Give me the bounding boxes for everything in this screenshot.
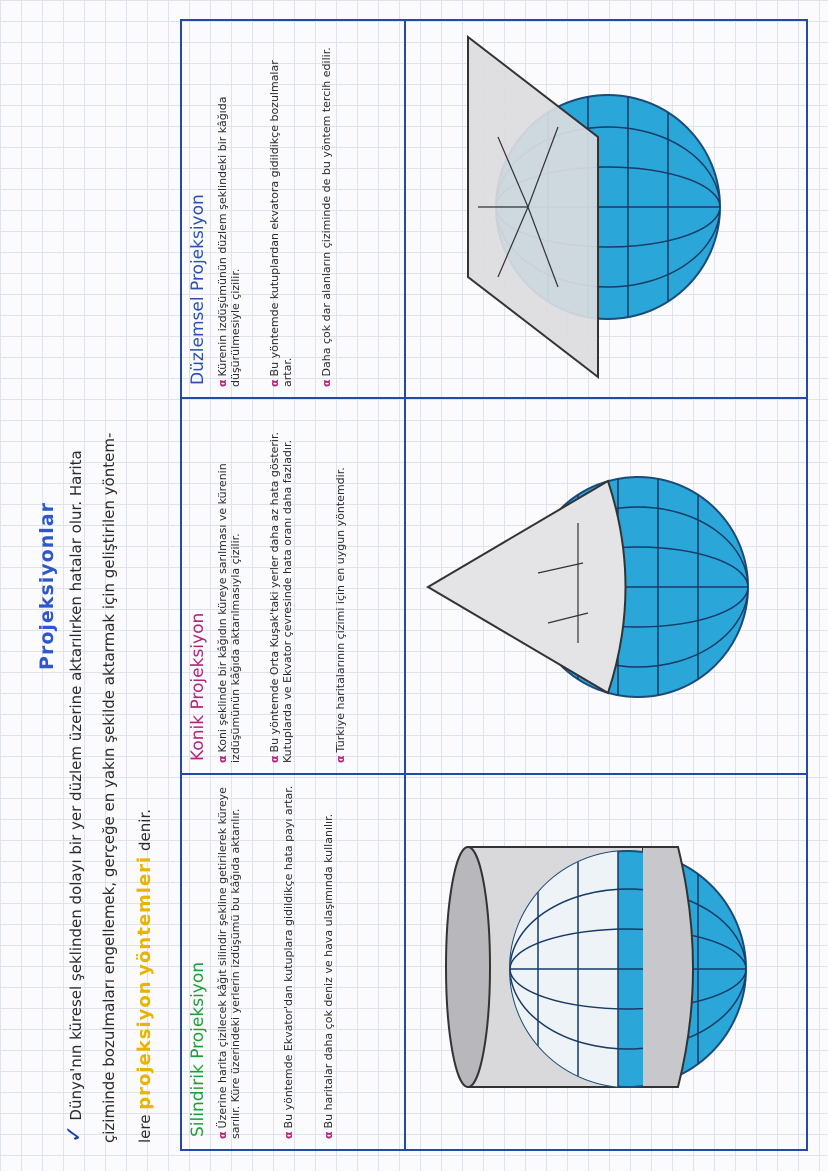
intro-line-1 [62, 450, 87, 1143]
bullet-symbol: α [216, 755, 229, 763]
bullet-text: Koni şeklinde bir kâğıdın küreye sarılması ve kürenin izdüşümünün kâğıda aktarılmasıyla çizilir. [216, 463, 242, 763]
globe-plane-icon [408, 25, 802, 397]
bullet [282, 783, 295, 1139]
bullet-text: Türkiye haritalarının çizimi için en uygun yöntemdir. [334, 467, 347, 753]
bullet [268, 31, 294, 387]
intro-text-1: Dünya'nın küresel şeklinden dolayı bir yer düzlem üzerine aktarılırken hatalar olur. Harita [67, 450, 85, 1121]
intro-line-3 [134, 809, 155, 1143]
bullet [216, 407, 242, 763]
conic-column [182, 401, 404, 773]
intro-suffix: denir. [136, 809, 154, 851]
intro-line-2: çiziminde bozulmaları engellemek, gerçeğe en yakın şekilde aktarmak için geliştirilen yöntem- [100, 432, 118, 1143]
bullet-symbol: α [322, 1131, 335, 1139]
bullet-symbol: α [216, 1131, 229, 1139]
bullet-symbol: α [268, 379, 281, 387]
bullet-symbol: α [334, 755, 347, 763]
highlight-projeksiyon: projeksiyon [134, 980, 155, 1110]
bullet-text: Kürenin izdüşümünün düzlem şeklindeki bir kâğıda düşürülmesiyle çizilir. [216, 96, 242, 387]
globe-cylinder-icon [408, 777, 802, 1149]
bullet-text: Bu yöntemde Ekvator'dan kutuplara gidildikçe hata payı artar. [282, 785, 295, 1129]
bullet [334, 407, 347, 763]
globe-cone-icon [408, 401, 802, 773]
bullet-symbol: α [216, 379, 229, 387]
divider [182, 397, 806, 399]
intro-prefix: lere [136, 1114, 154, 1143]
bullet-text: Bu haritalar daha çok deniz ve hava ulaşımında kullanılır. [322, 813, 335, 1129]
checkmark-icon: ✓ [62, 1124, 87, 1143]
cylindrical-column [182, 777, 404, 1149]
planar-illustration [408, 25, 802, 397]
highlight-yontemleri: yöntemleri [134, 855, 155, 976]
bullet-text: Bu yöntemde Orta Kuşak'taki yerler daha az hata gösterir. Kutuplarda ve Ekvator çevresinde hata oranı daha fazladır. [268, 431, 294, 763]
bullet-symbol: α [282, 1131, 295, 1139]
projection-table [180, 19, 808, 1151]
bullet [268, 407, 294, 763]
bullet [216, 31, 242, 387]
column-title: Düzlemsel Projeksiyon [188, 194, 208, 385]
column-title: Konik Projeksiyon [188, 612, 208, 761]
column-title: Silindirik Projeksiyon [188, 961, 208, 1137]
divider [182, 773, 806, 775]
conic-illustration [408, 401, 802, 773]
divider [404, 21, 406, 1149]
bullet-symbol: α [268, 755, 281, 763]
cylindrical-illustration [408, 777, 802, 1149]
page-title: Projeksiyonlar [36, 502, 58, 670]
bullet [320, 31, 333, 387]
planar-column [182, 25, 404, 397]
bullet [216, 783, 242, 1139]
bullet-text: Üzerine harita çizilecek kâğıt silindir şekline getirilerek küreye sarılır. Küre üzerindeki yerlerin izdüşümü bu kâğıda aktarılır. [216, 787, 242, 1139]
bullet [322, 783, 335, 1139]
bullet-symbol: α [320, 379, 333, 387]
bullet-text: Daha çok dar alanların çiziminde de bu yöntem tercih edilir. [320, 47, 333, 377]
bullet-text: Bu yöntemde kutuplardan ekvatora gidildikçe bozulmalar artar. [268, 60, 294, 387]
